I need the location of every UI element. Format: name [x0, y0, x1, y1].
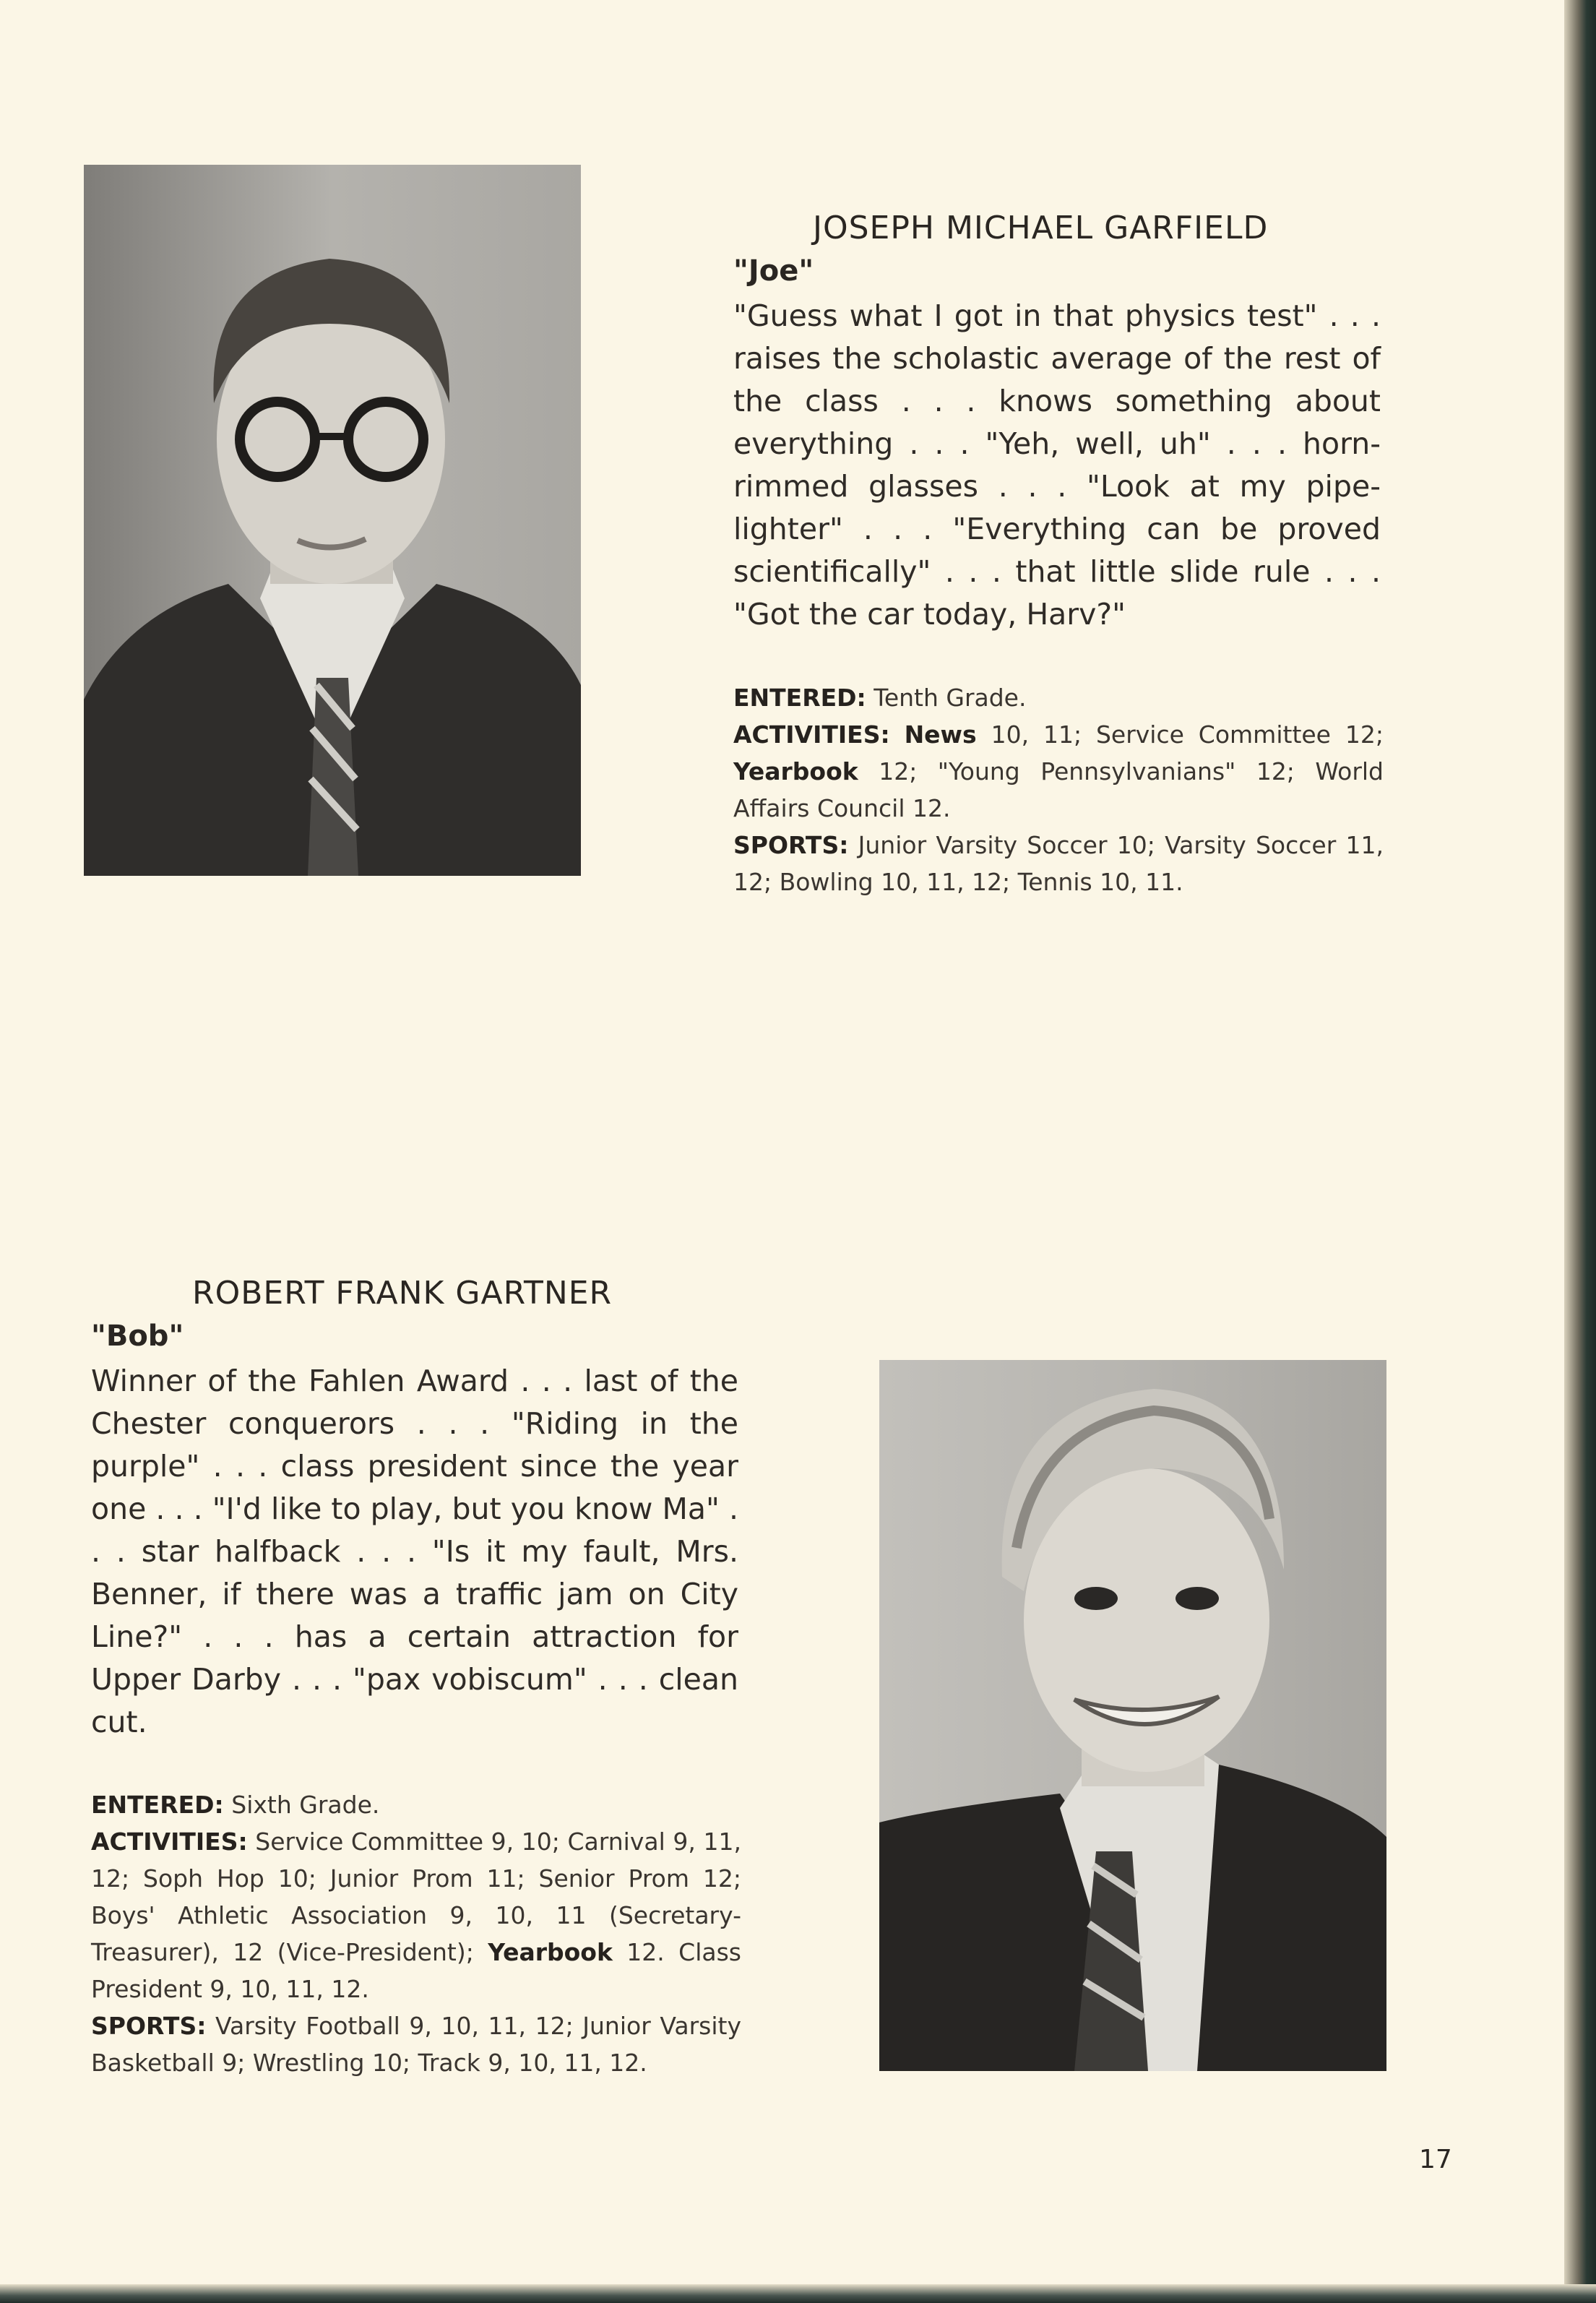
- activity-bold: News: [904, 720, 977, 749]
- entered-line: [91, 1786, 741, 1823]
- sports-label: SPORTS:: [733, 831, 849, 859]
- portrait-photo-gartner: [879, 1360, 1386, 2071]
- activity-bold: Yearbook: [488, 1938, 613, 1966]
- student-name: ROBERT FRANK GARTNER: [192, 1275, 613, 1312]
- sports-label: SPORTS:: [91, 2012, 207, 2040]
- page-number: 17: [1419, 2145, 1452, 2174]
- portrait-photo-garfield: [84, 165, 581, 876]
- activity-bold: Yearbook: [733, 757, 858, 785]
- sports-value: Junior Varsity Soccer 10; Varsity Soccer 11, 12; Bowling 10, 11, 12; Tennis 10, 11.: [733, 831, 1384, 896]
- activities-label: ACTIVITIES:: [733, 720, 890, 749]
- activity-text: 12; "Young Pennsylvanians" 12; World Affairs Council 12.: [733, 757, 1384, 822]
- portrait-gartner-image: [879, 1360, 1386, 2071]
- activity-text: Service Committee 9, 10; Carnival 9, 11, 12; Soph Hop 10; Junior Prom 11; Senior Prom 12; Boys' Athletic Association 9, 10, 11 (Secretary-Treasurer), 12 (Vice-President);: [91, 1828, 741, 1966]
- student-quote: Winner of the Fahlen Award . . . last of the Chester conquerors . . . "Riding in the purple" . . . class president since the year one . . . "I'd like to play, but you know Ma" . . . star halfback . . . "Is it my fault, Mrs. Benner, if there was a traffic jam on City Line?" . . . has a certain attraction for Upper Darby . . . "pax vobiscum" . . . clean cut.: [91, 1364, 738, 1739]
- activities-label: ACTIVITIES:: [91, 1828, 248, 1856]
- portrait-garfield-image: [84, 165, 581, 876]
- book-binding-edge: [1564, 0, 1596, 2303]
- activities-line: [91, 1823, 741, 2007]
- activity-text: 12. Class President 9, 10, 11, 12.: [91, 1938, 741, 2003]
- student-details: [91, 1786, 741, 2081]
- entered-line: [733, 679, 1384, 716]
- sports-line: [733, 827, 1384, 900]
- sports-value: Varsity Football 9, 10, 11, 12; Junior Varsity Basketball 9; Wrestling 10; Track 9, 10, 11, 12.: [91, 2012, 741, 2077]
- student-nickname: "Joe": [733, 254, 814, 288]
- student-details: [733, 679, 1384, 900]
- sports-line: [91, 2007, 741, 2081]
- student-quote: "Guess what I got in that physics test" . . . raises the scholastic average of the rest of the class . . . knows something about everything . . . "Yeh, well, uh" . . . horn-rimmed glasses . . . "Look at my pipe-lighter" . . . "Everything can be proved scientifically" . . . that little slide rule . . . "Got the car today, Harv?": [733, 298, 1381, 632]
- entered-value: Tenth Grade.: [874, 684, 1027, 712]
- entered-label: ENTERED:: [91, 1791, 224, 1819]
- activity-text: 10, 11; Service Committee 12;: [976, 720, 1384, 749]
- page-bottom-edge: [0, 2284, 1596, 2303]
- entered-label: ENTERED:: [733, 684, 866, 712]
- student-nickname: "Bob": [91, 1320, 184, 1353]
- activities-line: [733, 716, 1384, 827]
- student-name: JOSEPH MICHAEL GARFIELD: [813, 210, 1269, 246]
- entered-value: Sixth Grade.: [231, 1791, 380, 1819]
